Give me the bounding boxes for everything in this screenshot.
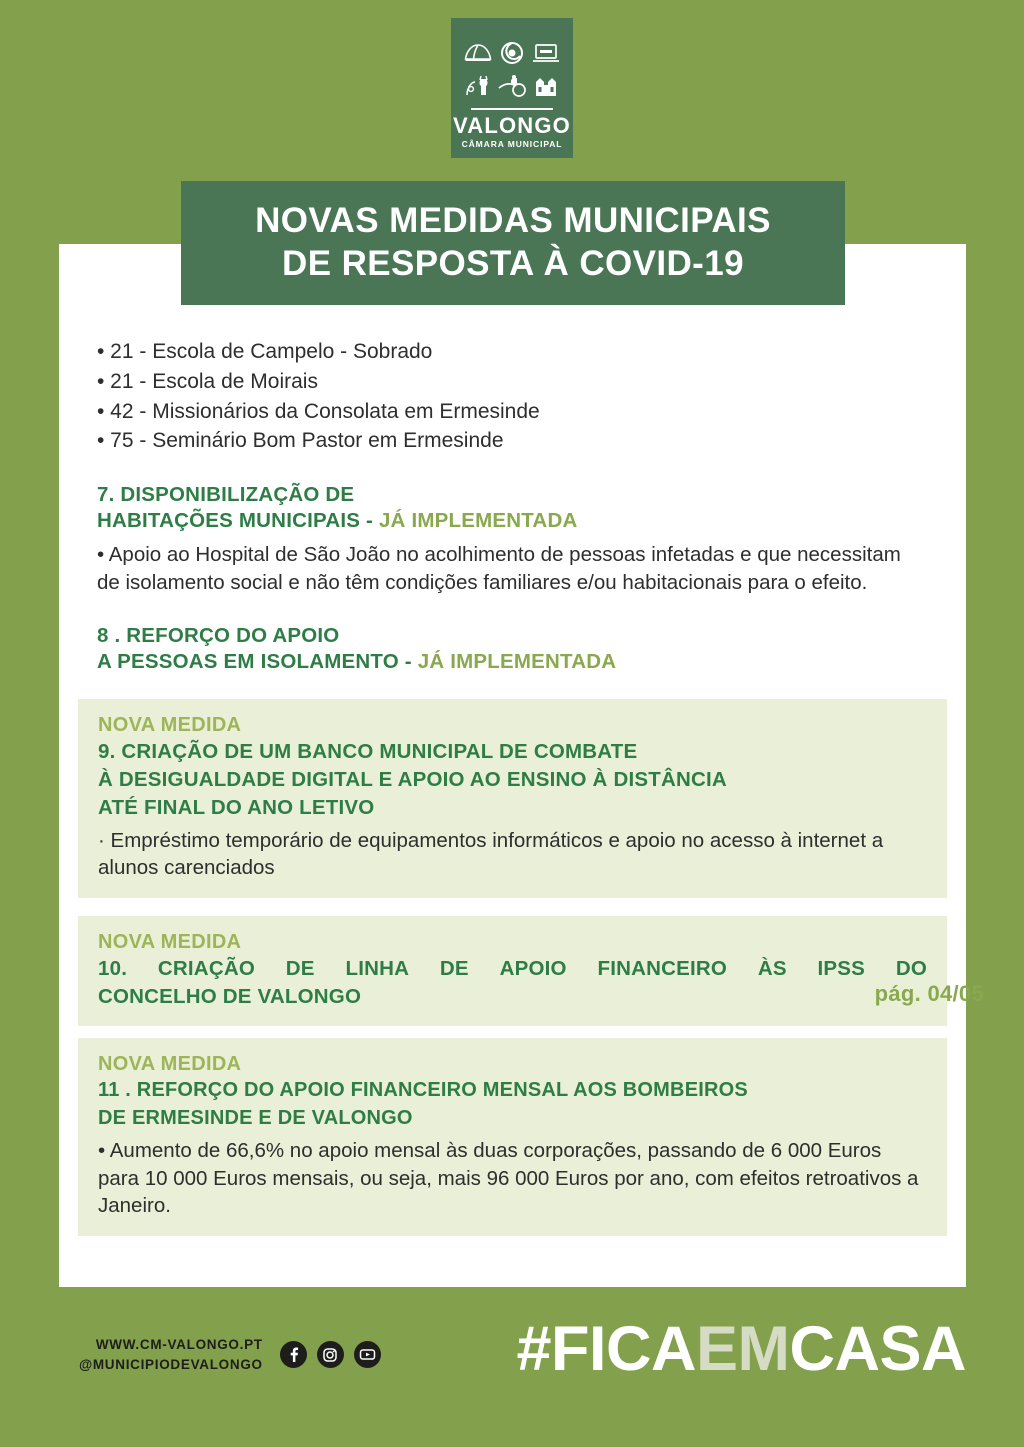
section-7-status-tag: JÁ IMPLEMENTADA [378, 509, 578, 533]
section-7-heading-main: HABITAÇÕES MUNICIPAIS - [97, 509, 379, 533]
section-10-heading-word: DE [285, 957, 315, 981]
section-10-heading-word: 10. [98, 957, 128, 981]
list-item: • 21 - Escola de Moirais [97, 369, 318, 393]
church-icon [532, 74, 560, 98]
hashtag-part-2: EM [695, 1314, 790, 1384]
list-item: • 42 - Missionários da Consolata em Ermesinde [97, 399, 540, 423]
hashtag-part-3: CASA [789, 1314, 966, 1384]
section-11-heading-line-1: 11 . REFORÇO DO APOIO FINANCEIRO MENSAL AOS BOMBEIROS [98, 1079, 748, 1102]
section-11 [78, 1038, 947, 1236]
section-8-heading-main: A PESSOAS EM ISOLAMENTO - [97, 649, 418, 673]
campaign-hashtag [516, 1314, 966, 1384]
shell-icon [500, 41, 524, 65]
section-9-heading-line-2: À DESIGUALDADE DIGITAL E APOIO AO ENSINO À DISTÂNCIA [98, 767, 727, 791]
section-9 [78, 699, 947, 898]
section-7-heading-line-1: 7. DISPONIBILIZAÇÃO DE [97, 483, 355, 507]
list-item: • 75 - Seminário Bom Pastor em Ermesinde [97, 429, 504, 453]
page-title-line-1: NOVAS MEDIDAS MUNICIPAIS [255, 201, 771, 241]
section-11-heading-line-2: DE ERMESINDE E DE VALONGO [98, 1106, 413, 1129]
facebook-icon[interactable] [280, 1341, 307, 1368]
section-9-nova-badge: NOVA MEDIDA [98, 713, 242, 736]
section-10-heading-word: DE [439, 957, 469, 981]
mine-icon [464, 73, 492, 99]
section-7-body: • Apoio ao Hospital de São João no acolhimento de pessoas infetadas e que necessitam de isolamento social e não têm condições familiares e/ou habitacionais para o efeito. [97, 543, 901, 594]
page-number: pág. 04/05 [874, 981, 984, 1006]
section-8-status-tag: JÁ IMPLEMENTADA [417, 649, 617, 673]
section-7 [59, 482, 966, 596]
list-item: • 21 - Escola de Campelo - Sobrado [97, 340, 433, 363]
laptop-icon [532, 42, 560, 64]
school-bullet-list [97, 305, 928, 456]
youtube-icon[interactable] [354, 1341, 381, 1368]
section-11-nova-badge: NOVA MEDIDA [98, 1053, 242, 1076]
footer-handle[interactable]: @MUNICIPIODEVALONGO [79, 1356, 263, 1372]
section-10-heading-word: CRIAÇÃO [157, 957, 255, 981]
logo-wordmark: VALONGO [453, 113, 571, 138]
section-8-heading-line-2 [97, 649, 928, 675]
page-title-line-2: DE RESPOSTA À COVID-19 [282, 244, 744, 283]
section-10-heading-word: FINANCEIRO [597, 957, 728, 981]
section-10-heading-line-1 [98, 956, 927, 982]
section-11-body: • Aumento de 66,6% no apoio mensal às duas corporações, passando de 6 000 Euros para 10 000 Euros mensais, ou seja, mais 96 000 Euros por ano, com efeitos retroativos a Janeiro. [98, 1139, 919, 1218]
spacer [59, 898, 966, 916]
section-10-heading-word: IPSS [817, 957, 866, 981]
page-title-banner [181, 181, 845, 305]
spacer [59, 1026, 966, 1038]
section-10-heading-word: APOIO [499, 957, 567, 981]
hashtag-part-1: #FICA [516, 1314, 696, 1384]
footer [0, 1300, 1024, 1447]
bullet-section [59, 305, 966, 456]
section-8-heading-line-1: 8 . REFORÇO DO APOIO [97, 623, 340, 647]
tent-icon [464, 42, 492, 64]
donkey-cart-icon [497, 74, 527, 98]
social-links [280, 1341, 381, 1368]
section-9-body: · Empréstimo temporário de equipamentos informáticos e apoio no acesso à internet a alunos carenciados [98, 828, 884, 880]
footer-urls [79, 1335, 263, 1374]
footer-contact [79, 1335, 381, 1374]
section-10-heading-line-2: CONCELHO DE VALONGO [98, 985, 362, 1009]
section-7-heading-line-2 [97, 508, 928, 534]
section-10-heading-word: LINHA [345, 957, 410, 981]
section-9-heading-line-1: 9. CRIAÇÃO DE UM BANCO MUNICIPAL DE COMBATE [98, 739, 638, 763]
section-8 [59, 623, 966, 675]
instagram-icon[interactable] [317, 1341, 344, 1368]
logo-icon-grid [463, 38, 561, 101]
section-10-heading-word: ÀS [757, 957, 787, 981]
valongo-logo [451, 18, 573, 158]
section-9-heading-line-3: ATÉ FINAL DO ANO LETIVO [98, 795, 375, 819]
main-content [59, 305, 966, 1236]
section-10 [78, 916, 947, 1026]
footer-website[interactable]: WWW.CM-VALONGO.PT [95, 1337, 263, 1352]
section-10-nova-badge: NOVA MEDIDA [98, 931, 242, 954]
logo-divider [471, 108, 553, 110]
section-10-heading-word: DO [895, 957, 927, 981]
logo-subtitle: CÂMARA MUNICIPAL [461, 139, 563, 149]
